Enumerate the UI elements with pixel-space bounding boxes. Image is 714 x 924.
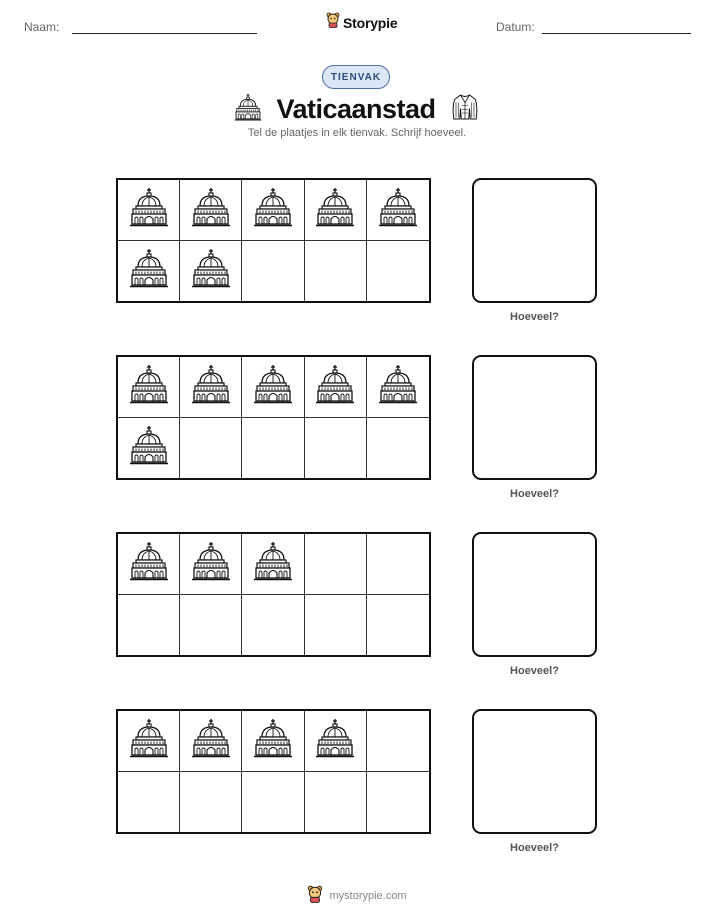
ten-frame-cell xyxy=(242,595,304,656)
ten-frame-cell xyxy=(242,711,304,772)
ten-frame xyxy=(116,178,431,303)
ten-frame-cell xyxy=(305,534,367,595)
ten-frame-cell xyxy=(305,357,367,418)
ten-frame-cell xyxy=(305,241,367,302)
basilica-dome-icon xyxy=(378,187,418,232)
ten-frame-cell xyxy=(180,711,242,772)
basilica-dome-icon xyxy=(191,187,231,232)
ten-frame-cell xyxy=(242,534,304,595)
ten-frame-cell xyxy=(118,418,180,479)
ten-frame-cell xyxy=(180,241,242,302)
storypie-bear-icon xyxy=(307,885,323,906)
basilica-dome-icon xyxy=(253,718,293,763)
ten-frame-cell xyxy=(118,595,180,656)
basilica-dome-icon xyxy=(253,187,293,232)
ten-frame-cell xyxy=(180,772,242,833)
ten-frame-cell xyxy=(367,534,429,595)
basilica-dome-icon xyxy=(253,364,293,409)
ten-frame-cell xyxy=(305,418,367,479)
basilica-dome-icon xyxy=(315,187,355,232)
basilica-dome-icon xyxy=(191,364,231,409)
ten-frame-cell xyxy=(367,711,429,772)
ten-frame-cell xyxy=(305,772,367,833)
ten-frame-cell xyxy=(118,357,180,418)
ten-frame-cell xyxy=(242,180,304,241)
ten-frame-cell xyxy=(367,357,429,418)
answer-label: Hoeveel? xyxy=(510,665,559,677)
answer-box[interactable] xyxy=(472,709,597,834)
answer-label: Hoeveel? xyxy=(510,488,559,500)
brand-logo xyxy=(326,12,397,33)
answer-box[interactable] xyxy=(472,355,597,480)
ten-frame xyxy=(116,709,431,834)
papal-robe-icon xyxy=(450,92,480,127)
ten-frame-cell xyxy=(118,711,180,772)
basilica-dome-icon xyxy=(315,718,355,763)
answer-label: Hoeveel? xyxy=(510,311,559,323)
answer-label: Hoeveel? xyxy=(510,842,559,854)
name-label: Naam: xyxy=(24,20,60,34)
ten-frame-cell xyxy=(180,357,242,418)
topic-badge: TIENVAK xyxy=(322,65,390,89)
basilica-dome-icon xyxy=(129,425,169,470)
basilica-dome-icon xyxy=(129,248,169,293)
ten-frame-cell xyxy=(180,418,242,479)
ten-frame-cell xyxy=(180,180,242,241)
basilica-dome-icon xyxy=(378,364,418,409)
ten-frame-cell xyxy=(118,772,180,833)
basilica-dome-icon xyxy=(129,187,169,232)
ten-frame xyxy=(116,532,431,657)
footer xyxy=(0,885,714,906)
basilica-dome-icon xyxy=(129,364,169,409)
basilica-dome-icon xyxy=(253,541,293,586)
ten-frame-cell xyxy=(242,241,304,302)
ten-frame-cell xyxy=(367,418,429,479)
basilica-dome-icon xyxy=(191,248,231,293)
storypie-bear-icon xyxy=(326,12,340,33)
ten-frame-cell xyxy=(367,241,429,302)
basilica-dome-icon xyxy=(129,541,169,586)
ten-frame-cell xyxy=(367,772,429,833)
ten-frame-cell xyxy=(242,772,304,833)
ten-frame-cell xyxy=(118,241,180,302)
title-row xyxy=(0,92,714,127)
page-title: Vaticaanstad xyxy=(276,94,436,124)
ten-frame-cell xyxy=(305,595,367,656)
basilica-dome-icon xyxy=(191,718,231,763)
date-label: Datum: xyxy=(496,20,535,34)
ten-frame-cell xyxy=(305,711,367,772)
ten-frame-cell xyxy=(180,534,242,595)
answer-box[interactable] xyxy=(472,532,597,657)
ten-frame-cell xyxy=(118,180,180,241)
ten-frame xyxy=(116,355,431,480)
name-field[interactable] xyxy=(72,33,257,34)
date-field[interactable] xyxy=(542,33,691,34)
ten-frame-cell xyxy=(367,180,429,241)
basilica-dome-icon xyxy=(234,92,262,127)
brand-name: Storypie xyxy=(343,14,398,31)
ten-frame-cell xyxy=(305,180,367,241)
ten-frame-cell xyxy=(367,595,429,656)
basilica-dome-icon xyxy=(315,364,355,409)
basilica-dome-icon xyxy=(191,541,231,586)
basilica-dome-icon xyxy=(129,718,169,763)
instruction-text: Tel de plaatjes in elk tienvak. Schrijf hoeveel. xyxy=(247,127,467,139)
ten-frame-cell xyxy=(242,418,304,479)
ten-frame-cell xyxy=(180,595,242,656)
answer-box[interactable] xyxy=(472,178,597,303)
ten-frame-cell xyxy=(242,357,304,418)
footer-site: mystorypie.com xyxy=(329,889,407,902)
ten-frame-cell xyxy=(118,534,180,595)
